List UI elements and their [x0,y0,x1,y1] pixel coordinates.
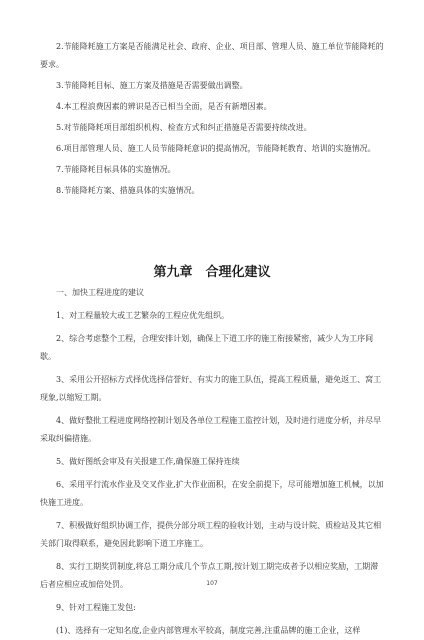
list-item: 3、采用公开招标方式择优选择信誉好、有实力的施工队伍，提高工程质量，避免返工、窝工现象,以缩短工期。 [40,375,382,402]
list-item: (1)、选择有一定知名度,企业内部管理水平较高，制度完善,注重品牌的施工企业，这样 [56,626,361,635]
list-item: 5、做好图纸会审及有关报建工作,确保施工保持连续 [56,457,240,466]
list-item: 7、积极做好组织协调工作，提供分部分项工程的验收计划，主动与设计院、质检站及其它相关部门取得联系，避免因此影响下道工序施工。 [40,521,382,548]
list-item: 2.节能降耗施工方案是否能满足社会、政府、企业、项目部、管理人员、施工单位节能降耗的要求。 [40,42,384,69]
list-item: 3.节能降耗目标、施工方案及措施是否需要做出调整。 [56,81,248,90]
list-item: 4.本工程浪费因素的辨识是否已相当全面，是否有新增因素。 [56,102,272,111]
list-item: 5.对节能降耗项目部组织机构、检查方式和纠正措施是否需要持续改进。 [56,123,312,132]
page-number: 107 [206,580,218,587]
list-item: 4、做好整批工程进度网络控制计划及各单位工程施工监控计划，及时进行进度分析，并尽早采取纠偏措施。 [40,416,382,443]
list-item: 1、对工程量较大或工艺繁杂的工程应优先组织。 [56,311,230,320]
list-item: 6.项目部管理人员、施工人员节能降耗意识的提高情况，节能降耗教育、培训的实施情况。 [56,144,376,153]
list-item: 2、综合考虑整个工程，合理安排计划，确保上下道工序的施工衔接紧密，减少人为工序间歇。 [40,334,374,361]
list-item: 8.节能降耗方案、措施具体的实施情况。 [56,186,200,195]
list-item: 9、针对工程施工发包: [56,603,136,612]
list-item: 6、采用平行流水作业及交叉作业,扩大作业面积，在安全前提下，尽可能增加施工机械，以加快施工进度。 [40,480,384,507]
chapter-title: 第九章 合理化建议 [153,265,271,280]
upper-item-list [40,38,386,200]
section-heading: 一、加快工程进度的建议 [56,288,144,297]
list-item: 7.节能降耗目标具体的实施情况。 [56,165,176,174]
list-item: 8、实行工期奖罚制度,将总工期分成几个节点工期,按计划工期完成者予以相应奖励，工期滞后者应相应或加倍处罚。 [40,562,379,589]
